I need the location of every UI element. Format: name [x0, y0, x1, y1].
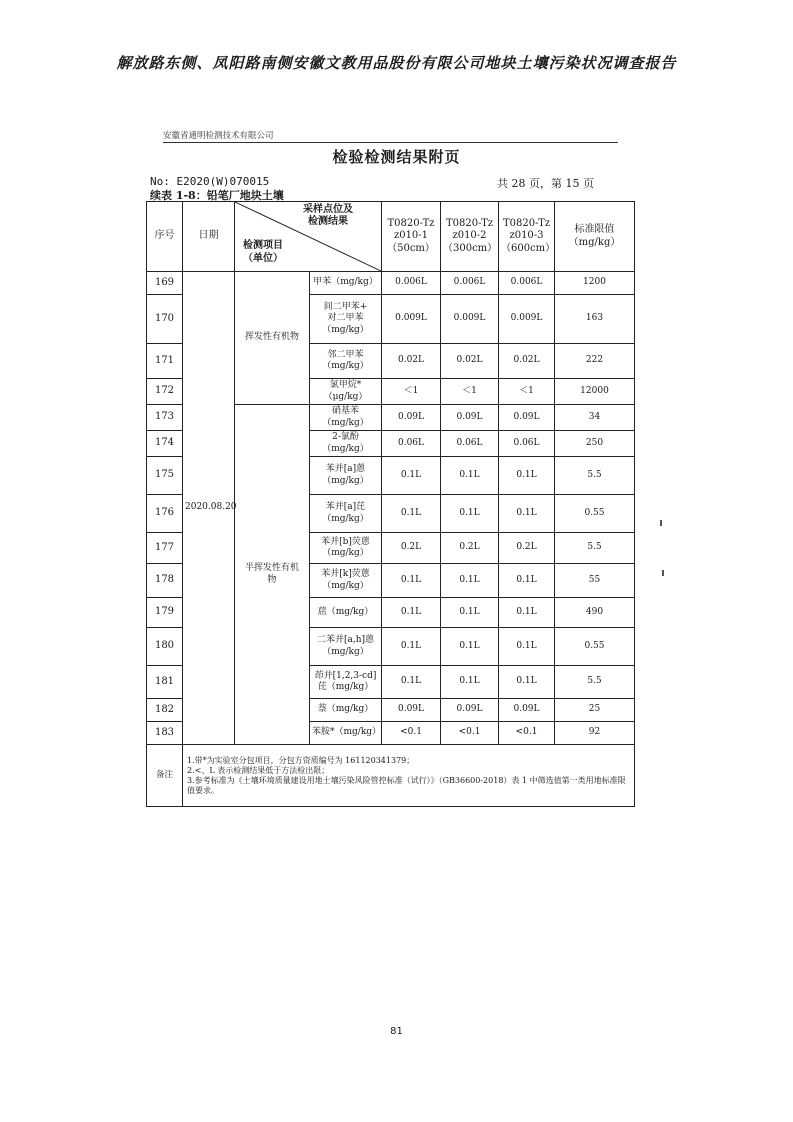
group-semivolatile-organics: 半挥发性有机 物: [235, 405, 310, 745]
header-sample-1: T0820-Tz z010-1 （50cm）: [382, 202, 441, 272]
row-value-2: 0.006L: [441, 272, 499, 295]
row-value-2: ＜1: [441, 379, 499, 405]
row-value-1: 0.1L: [382, 457, 441, 495]
row-seq: 172: [147, 379, 183, 405]
row-value-2: 0.1L: [441, 666, 499, 699]
row-item: 茚并[1,2,3-cd] 芘（mg/kg）: [310, 666, 382, 699]
row-seq: 181: [147, 666, 183, 699]
row-seq: 176: [147, 495, 183, 533]
row-item: 2-氯酚（mg/kg）: [310, 431, 382, 457]
row-limit: 5.5: [555, 666, 635, 699]
row-seq: 171: [147, 344, 183, 379]
row-value-3: 0.009L: [499, 295, 555, 344]
table-caption: 续表 1-8：铅笔厂地块土壤: [150, 189, 284, 202]
row-value-2: 0.09L: [441, 405, 499, 431]
scan-mark: [662, 570, 664, 576]
row-seq: 180: [147, 628, 183, 666]
results-table: [146, 201, 635, 807]
row-item: 苯胺*（mg/kg）: [310, 722, 382, 745]
report-number: No: E2020(W)070015: [150, 175, 270, 188]
row-seq: 183: [147, 722, 183, 745]
row-item: 苯并[a]蒽 （mg/kg）: [310, 457, 382, 495]
row-value-1: 0.006L: [382, 272, 441, 295]
header-date: 日期: [183, 202, 235, 272]
row-value-2: 0.1L: [441, 457, 499, 495]
row-seq: 174: [147, 431, 183, 457]
header-limit: 标准限值 （mg/kg）: [555, 202, 635, 272]
row-item: 䓛（mg/kg）: [310, 598, 382, 628]
row-value-3: 0.006L: [499, 272, 555, 295]
row-limit: 5.5: [555, 457, 635, 495]
row-value-2: 0.1L: [441, 564, 499, 598]
row-value-2: 0.2L: [441, 533, 499, 564]
row-limit: 25: [555, 699, 635, 722]
document-title: 检验检测结果附页: [332, 148, 461, 166]
row-seq: 170: [147, 295, 183, 344]
row-value-1: 0.06L: [382, 431, 441, 457]
report-header-title: 解放路东侧、凤阳路南侧安徽文教用品股份有限公司地块土壤污染状况调查报告: [116, 54, 677, 72]
row-item: 苯并[b]荧蒽 （mg/kg）: [310, 533, 382, 564]
header-test-item: 检测项目 （单位）: [243, 240, 283, 264]
row-item: 萘（mg/kg）: [310, 699, 382, 722]
row-value-3: 0.02L: [499, 344, 555, 379]
row-limit: 222: [555, 344, 635, 379]
row-value-1: 0.02L: [382, 344, 441, 379]
page-number: 81: [390, 1026, 403, 1037]
row-value-1: 0.09L: [382, 405, 441, 431]
header-divider: [163, 142, 618, 143]
row-value-1: 0.1L: [382, 564, 441, 598]
row-value-1: 0.1L: [382, 598, 441, 628]
row-value-3: 0.1L: [499, 457, 555, 495]
row-item: 二苯并[a,h]蒽 （mg/kg）: [310, 628, 382, 666]
note-line: 3.参考标准为《土壤环境质量建设用地土壤污染风险管控标准（试行）》（GB36600-2018）表 1 中筛选值第一类用地标准限值要求。: [187, 775, 626, 795]
row-value-3: 0.1L: [499, 598, 555, 628]
row-seq: 179: [147, 598, 183, 628]
row-value-1: 0.2L: [382, 533, 441, 564]
row-value-3: 0.1L: [499, 666, 555, 699]
row-limit: 0.55: [555, 495, 635, 533]
row-value-3: 0.2L: [499, 533, 555, 564]
row-value-3: <0.1: [499, 722, 555, 745]
row-value-2: 0.1L: [441, 628, 499, 666]
row-item: 间二甲苯+ 对二甲苯 （mg/kg）: [310, 295, 382, 344]
header-sample-2: T0820-Tz z010-2 （300cm）: [441, 202, 499, 272]
notes-content: [183, 745, 635, 807]
row-limit: 55: [555, 564, 635, 598]
row-item: 苯并[k]荧蒽 （mg/kg）: [310, 564, 382, 598]
row-value-2: <0.1: [441, 722, 499, 745]
row-item: 硝基苯（mg/kg）: [310, 405, 382, 431]
row-limit: 34: [555, 405, 635, 431]
row-value-2: 0.02L: [441, 344, 499, 379]
row-value-3: 0.09L: [499, 405, 555, 431]
row-limit: 163: [555, 295, 635, 344]
row-value-3: 0.06L: [499, 431, 555, 457]
table-header-row: [147, 202, 635, 272]
row-limit: 5.5: [555, 533, 635, 564]
row-value-2: 0.06L: [441, 431, 499, 457]
notes-row: [147, 745, 635, 807]
row-value-3: 0.09L: [499, 699, 555, 722]
row-value-3: ＜1: [499, 379, 555, 405]
note-line: 2.<、L 表示检测结果低于方法检出限；: [187, 765, 330, 775]
row-value-1: 0.1L: [382, 666, 441, 699]
row-limit: 490: [555, 598, 635, 628]
row-value-1: 0.1L: [382, 495, 441, 533]
row-value-1: 0.009L: [382, 295, 441, 344]
table-row: [147, 272, 635, 295]
row-item: 氯甲烷*（μg/kg）: [310, 379, 382, 405]
company-name: 安徽省通明检测技术有限公司: [163, 131, 274, 141]
row-seq: 169: [147, 272, 183, 295]
row-seq: 175: [147, 457, 183, 495]
row-seq: 177: [147, 533, 183, 564]
row-value-1: ＜1: [382, 379, 441, 405]
notes-label: 备注: [147, 745, 183, 807]
scan-mark: [660, 520, 662, 526]
group-volatile-organics: 挥发性有机物: [235, 272, 310, 405]
row-seq: 173: [147, 405, 183, 431]
page-count: 共 28 页，第 15 页: [497, 177, 594, 190]
row-value-3: 0.1L: [499, 628, 555, 666]
row-item: 苯并[a]芘 （mg/kg）: [310, 495, 382, 533]
row-limit: 12000: [555, 379, 635, 405]
row-limit: 0.55: [555, 628, 635, 666]
row-value-1: <0.1: [382, 722, 441, 745]
row-limit: 92: [555, 722, 635, 745]
header-diagonal-cell: [235, 202, 382, 272]
row-value-1: 0.09L: [382, 699, 441, 722]
row-seq: 178: [147, 564, 183, 598]
header-sample-3: T0820-Tz z010-3 （600cm）: [499, 202, 555, 272]
row-item: 邻二甲苯 （mg/kg）: [310, 344, 382, 379]
sampling-date: 2020.08.20: [183, 272, 235, 745]
row-seq: 182: [147, 699, 183, 722]
row-value-2: 0.009L: [441, 295, 499, 344]
row-limit: 250: [555, 431, 635, 457]
row-limit: 1200: [555, 272, 635, 295]
note-line: 1.带*为实验室分包项目，分包方资质编号为 161120341379；: [187, 755, 415, 765]
row-value-2: 0.1L: [441, 598, 499, 628]
header-seq: 序号: [147, 202, 183, 272]
row-value-3: 0.1L: [499, 495, 555, 533]
row-item: 甲苯（mg/kg）: [310, 272, 382, 295]
header-sampling-point: 采样点位及 检测结果: [303, 204, 353, 227]
row-value-3: 0.1L: [499, 564, 555, 598]
row-value-2: 0.1L: [441, 495, 499, 533]
row-value-2: 0.09L: [441, 699, 499, 722]
row-value-1: 0.1L: [382, 628, 441, 666]
